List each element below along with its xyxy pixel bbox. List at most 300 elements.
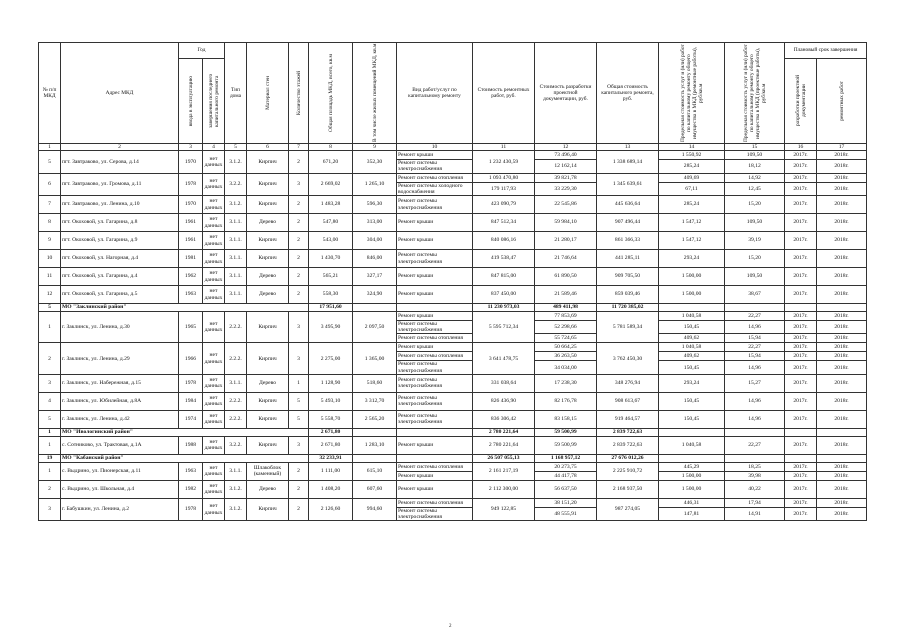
plan-repair-year: 2018г. <box>817 286 867 304</box>
wall-material: Кирпич <box>247 151 289 173</box>
work-type: Ремонт крыши <box>397 312 473 321</box>
house-address: г. Заклинск, ул. Ленина, д.42 <box>61 410 179 428</box>
plan-repair-year: 2018г. <box>817 471 867 480</box>
total-area: 2 669,02 <box>309 173 353 195</box>
total-cost: 445 636,64 <box>597 196 659 214</box>
total-area: 2 126,60 <box>309 498 353 520</box>
limit-repair-cost: 1 550,92 <box>659 151 725 160</box>
plan-repair-year: 2018г. <box>817 498 867 507</box>
year-commission: 1965 <box>179 312 203 343</box>
page-number: 2 <box>449 624 452 629</box>
limit-design-cost: 15,27 <box>725 374 785 392</box>
floor-count: 2 <box>289 268 309 286</box>
header-floors: Количество этажей <box>289 43 309 144</box>
total-area: 565,21 <box>309 268 353 286</box>
column-number: 7 <box>289 144 309 151</box>
repair-cost: 179 117,93 <box>473 182 535 195</box>
district-total-cost: 11 720 385,02 <box>597 304 659 312</box>
wall-material: Кирпич <box>247 343 289 374</box>
limit-design-cost: 109,50 <box>725 214 785 232</box>
design-cost: 59 984,10 <box>535 214 597 232</box>
year-commission: 1988 <box>179 436 203 454</box>
year-last-repair: нет данных <box>203 268 225 286</box>
limit-design-cost: 39,19 <box>725 232 785 250</box>
column-number: 5 <box>225 144 247 151</box>
year-last-repair: нет данных <box>203 312 225 343</box>
design-cost: 55 724,65 <box>535 334 597 343</box>
limit-design-cost: 12,45 <box>725 182 785 195</box>
floor-count: 2 <box>289 196 309 214</box>
wall-material: Кирпич <box>247 392 289 410</box>
floor-count: 2 <box>289 151 309 173</box>
wall-material: Кирпич <box>247 312 289 343</box>
header-limit-total: Предельная стоимость услуг и (или) работ по капитальному ремонту общего имущества в МКД (ремонтные работы), руб/кв.м <box>659 43 725 144</box>
header-year-commission: ввода в эксплуатацию <box>179 58 203 143</box>
house-type: 3.1.1. <box>225 462 247 480</box>
limit-design-cost: 40,22 <box>725 480 785 498</box>
limit-repair-cost: 1 040,58 <box>659 343 725 352</box>
floor-count: 3 <box>289 173 309 195</box>
work-row <box>39 286 867 304</box>
total-area: 1 111,00 <box>309 462 353 480</box>
empty-cell <box>785 454 817 462</box>
limit-repair-cost: 1 040,58 <box>659 436 725 454</box>
district-repair-cost: 26 507 055,13 <box>473 454 535 462</box>
empty-cell <box>353 428 397 436</box>
limit-design-cost: 14,92 <box>725 173 785 182</box>
limit-repair-cost: 1 500,00 <box>659 268 725 286</box>
repair-cost: 847 815,00 <box>473 268 535 286</box>
limit-repair-cost: 285,24 <box>659 196 725 214</box>
residential-area: 3 312,70 <box>353 392 397 410</box>
repair-cost: 2 112 300,00 <box>473 480 535 498</box>
residential-area: 1 265,10 <box>353 173 397 195</box>
limit-repair-cost: 150,45 <box>659 361 725 374</box>
plan-design-year: 2017г. <box>785 334 817 343</box>
limit-design-cost: 14,96 <box>725 410 785 428</box>
work-type: Ремонт крыши <box>397 480 473 498</box>
repair-cost: 949 122,85 <box>473 498 535 520</box>
work-type: Ремонт крыши <box>397 151 473 160</box>
empty-cell <box>725 454 785 462</box>
plan-design-year: 2017г. <box>785 196 817 214</box>
plan-repair-year: 2018г. <box>817 374 867 392</box>
house-type: 3.2.2. <box>225 173 247 195</box>
district-total-area: 17 951,60 <box>309 304 353 312</box>
limit-design-cost: 15,94 <box>725 352 785 361</box>
work-row <box>39 343 867 352</box>
wall-material: Дерево <box>247 480 289 498</box>
house-address: пгт. Окоховой, ул. Гагарина, д.8 <box>61 214 179 232</box>
wall-material: Дерево <box>247 374 289 392</box>
plan-design-year: 2017г. <box>785 312 817 321</box>
house-address: г. Заклинск, ул. Ленина, д.30 <box>61 312 179 343</box>
empty-cell <box>817 428 867 436</box>
house-number: 6 <box>39 173 61 195</box>
design-cost: 52 298,66 <box>535 321 597 334</box>
column-number: 9 <box>353 144 397 151</box>
work-row <box>39 480 867 498</box>
limit-design-cost: 109,50 <box>725 268 785 286</box>
district-house-count: 19 <box>39 454 61 462</box>
plan-repair-year: 2018г. <box>817 151 867 160</box>
limit-repair-cost: 293,24 <box>659 250 725 268</box>
limit-design-cost: 15,20 <box>725 196 785 214</box>
limit-repair-cost: 445,29 <box>659 462 725 471</box>
house-address: пгт. Окоховой, ул. Гагарина, д.4 <box>61 268 179 286</box>
plan-design-year: 2017г. <box>785 173 817 182</box>
design-cost: 77 853,69 <box>535 312 597 321</box>
design-cost: 44 417,78 <box>535 471 597 480</box>
residential-area: 324,90 <box>353 286 397 304</box>
header-repair-cost: Стоимость ремонтных работ, руб. <box>473 43 535 144</box>
wall-material: Кирпич <box>247 498 289 520</box>
year-last-repair: нет данных <box>203 410 225 428</box>
plan-repair-year: 2018г. <box>817 507 867 520</box>
column-number: 3 <box>179 144 203 151</box>
work-row <box>39 462 867 471</box>
residential-area: 1 283,10 <box>353 436 397 454</box>
limit-repair-cost: 1 547,12 <box>659 232 725 250</box>
work-row <box>39 436 867 454</box>
limit-repair-cost: 1 040,58 <box>659 312 725 321</box>
plan-design-year: 2017г. <box>785 374 817 392</box>
wall-material: Кирпич <box>247 173 289 195</box>
floor-count: 3 <box>289 436 309 454</box>
design-cost: 36 263,50 <box>535 352 597 361</box>
plan-repair-year: 2018г. <box>817 436 867 454</box>
header-year-lastrepair: завершения последнего капитального ремонта <box>203 58 225 143</box>
wall-material: Кирпич <box>247 232 289 250</box>
house-number: 2 <box>39 480 61 498</box>
floor-count: 2 <box>289 214 309 232</box>
work-type: Ремонт крыши <box>397 214 473 232</box>
work-type: Ремонт крыши <box>397 232 473 250</box>
year-commission: 1984 <box>179 392 203 410</box>
total-cost: 348 276,94 <box>597 374 659 392</box>
repair-cost: 331 038,64 <box>473 374 535 392</box>
column-number: 8 <box>309 144 353 151</box>
wall-material: Кирпич <box>247 196 289 214</box>
table-body <box>39 151 867 521</box>
design-cost: 34 034,00 <box>535 361 597 374</box>
plan-design-year: 2017г. <box>785 480 817 498</box>
work-type: Ремонт крыши <box>397 268 473 286</box>
header-plan: Плановый срок завершения <box>785 43 867 59</box>
residential-area: 327,17 <box>353 268 397 286</box>
plan-repair-year: 2018г. <box>817 214 867 232</box>
year-last-repair: нет данных <box>203 436 225 454</box>
table-header <box>39 43 867 151</box>
house-number: 3 <box>39 374 61 392</box>
house-number: 1 <box>39 312 61 343</box>
total-cost: 441 285,11 <box>597 250 659 268</box>
plan-repair-year: 2018г. <box>817 160 867 173</box>
house-type: 3.1.1. <box>225 374 247 392</box>
plan-design-year: 2017г. <box>785 507 817 520</box>
wall-material: Кирпич <box>247 410 289 428</box>
design-cost: 83 158,15 <box>535 410 597 428</box>
total-area: 1 128,90 <box>309 374 353 392</box>
district-design-cost: 59 500,99 <box>535 428 597 436</box>
residential-area: 994,60 <box>353 498 397 520</box>
year-last-repair: нет данных <box>203 343 225 374</box>
work-row <box>39 410 867 428</box>
empty-cell <box>725 428 785 436</box>
year-last-repair: нет данных <box>203 498 225 520</box>
limit-design-cost: 14,96 <box>725 392 785 410</box>
total-cost: 859 039,46 <box>597 286 659 304</box>
house-type: 2.2.2. <box>225 343 247 374</box>
house-type: 3.1.1. <box>225 268 247 286</box>
work-type: Ремонт крыши <box>397 471 473 480</box>
limit-repair-cost: 1 500,00 <box>659 286 725 304</box>
house-address: пгт. Окоховой, ул. Нагорная, д.4 <box>61 250 179 268</box>
house-number: 1 <box>39 462 61 480</box>
year-commission: 1961 <box>179 232 203 250</box>
residential-area: 1 365,00 <box>353 343 397 374</box>
year-last-repair: нет данных <box>203 286 225 304</box>
total-cost: 919 464,57 <box>597 410 659 428</box>
floor-count: 5 <box>289 392 309 410</box>
design-cost: 21 280,17 <box>535 232 597 250</box>
house-address: г. Заклинск, ул. Ленина, д.29 <box>61 343 179 374</box>
district-design-cost: 489 411,98 <box>535 304 597 312</box>
work-type: Ремонт крыши <box>397 286 473 304</box>
floor-count: 2 <box>289 232 309 250</box>
district-repair-cost: 2 780 221,64 <box>473 428 535 436</box>
design-cost: 21 589,46 <box>535 286 597 304</box>
year-last-repair: нет данных <box>203 196 225 214</box>
year-commission: 1962 <box>179 268 203 286</box>
total-cost: 2 168 937,50 <box>597 480 659 498</box>
total-cost: 5 781 589,34 <box>597 312 659 343</box>
design-cost: 12 162,14 <box>535 160 597 173</box>
year-commission: 1978 <box>179 173 203 195</box>
work-row <box>39 498 867 507</box>
header-year: Год <box>179 43 225 59</box>
work-type: Ремонт крыши <box>397 436 473 454</box>
total-cost: 3 762 450,30 <box>597 343 659 374</box>
design-cost: 22 545,86 <box>535 196 597 214</box>
wall-material: Дерево <box>247 286 289 304</box>
year-last-repair: нет данных <box>203 214 225 232</box>
column-number: 16 <box>785 144 817 151</box>
house-address: пгт. Окоховой, ул. Гагарина, д.9 <box>61 232 179 250</box>
empty-cell <box>397 304 473 312</box>
year-commission: 1961 <box>179 214 203 232</box>
limit-design-cost: 18,12 <box>725 160 785 173</box>
wall-material: Кирпич <box>247 250 289 268</box>
district-name: МО "Кабанский район" <box>61 454 309 462</box>
column-number: 10 <box>397 144 473 151</box>
residential-area: 2 097,50 <box>353 312 397 343</box>
work-type: Ремонт системы электроснабжения <box>397 392 473 410</box>
limit-repair-cost: 1 500,00 <box>659 471 725 480</box>
header-limit-design: Предельная стоимость услуг и (или) работ по капитальному ремонту общего имущества в МКД (проектные работы), руб/кв.м <box>725 43 785 144</box>
floor-count: 2 <box>289 498 309 520</box>
design-cost: 82 176,78 <box>535 392 597 410</box>
limit-repair-cost: 446,31 <box>659 498 725 507</box>
repair-cost: 836 306,42 <box>473 410 535 428</box>
design-cost: 38 151,20 <box>535 498 597 507</box>
residential-area: 607,60 <box>353 480 397 498</box>
house-type: 3.2.2. <box>225 436 247 454</box>
total-cost: 1 345 639,61 <box>597 173 659 195</box>
work-type: Ремонт системы отопления <box>397 498 473 507</box>
house-number: 1 <box>39 436 61 454</box>
work-row <box>39 214 867 232</box>
year-last-repair: нет данных <box>203 232 225 250</box>
limit-design-cost: 17,94 <box>725 498 785 507</box>
house-type: 3.1.1. <box>225 286 247 304</box>
work-row <box>39 196 867 214</box>
total-area: 5 558,70 <box>309 410 353 428</box>
limit-repair-cost: 67,11 <box>659 182 725 195</box>
empty-cell <box>785 304 817 312</box>
district-design-cost: 1 168 957,12 <box>535 454 597 462</box>
total-area: 3 495,90 <box>309 312 353 343</box>
limit-design-cost: 14,91 <box>725 507 785 520</box>
limit-repair-cost: 1 500,00 <box>659 480 725 498</box>
house-number: 7 <box>39 196 61 214</box>
work-row <box>39 374 867 392</box>
total-area: 2 275,00 <box>309 343 353 374</box>
house-number: 10 <box>39 250 61 268</box>
empty-cell <box>817 304 867 312</box>
column-number: 15 <box>725 144 785 151</box>
year-commission: 1970 <box>179 196 203 214</box>
repair-cost: 3 641 478,75 <box>473 343 535 374</box>
floor-count: 2 <box>289 250 309 268</box>
plan-design-year: 2017г. <box>785 250 817 268</box>
limit-repair-cost: 409,62 <box>659 352 725 361</box>
empty-cell <box>353 454 397 462</box>
total-cost: 861 366,33 <box>597 232 659 250</box>
house-type: 3.1.1. <box>225 214 247 232</box>
column-number: 2 <box>61 144 179 151</box>
limit-design-cost: 15,94 <box>725 334 785 343</box>
limit-design-cost: 22,27 <box>725 436 785 454</box>
year-last-repair: нет данных <box>203 374 225 392</box>
total-cost: 2 225 910,72 <box>597 462 659 480</box>
design-cost: 61 890,50 <box>535 268 597 286</box>
work-row <box>39 268 867 286</box>
plan-repair-year: 2018г. <box>817 268 867 286</box>
house-number: 11 <box>39 268 61 286</box>
house-type: 3.1.2. <box>225 151 247 173</box>
residential-area: 352,30 <box>353 151 397 173</box>
plan-repair-year: 2018г. <box>817 196 867 214</box>
year-last-repair: нет данных <box>203 392 225 410</box>
plan-design-year: 2017г. <box>785 214 817 232</box>
residential-area: 596,30 <box>353 196 397 214</box>
work-type: Ремонт системы электроснабжения <box>397 250 473 268</box>
header-design-cost: Стоимость разработки проектной документации, руб. <box>535 43 597 144</box>
header-total-cost: Общая стоимость капитального ремонта, руб. <box>597 43 659 144</box>
total-cost: 907 496,44 <box>597 214 659 232</box>
design-cost: 73 496,40 <box>535 151 597 160</box>
wall-material: Дерево <box>247 214 289 232</box>
repair-cost: 1 093 470,80 <box>473 173 535 182</box>
work-type: Ремонт системы электроснабжения <box>397 196 473 214</box>
year-last-repair: нет данных <box>203 462 225 480</box>
limit-repair-cost: 409,62 <box>659 334 725 343</box>
repair-cost: 840 086,16 <box>473 232 535 250</box>
work-row <box>39 232 867 250</box>
house-type: 2.2.2. <box>225 312 247 343</box>
year-commission: 1963 <box>179 462 203 480</box>
house-number: 9 <box>39 232 61 250</box>
district-name: МО "Заклинский район" <box>61 304 309 312</box>
plan-repair-year: 2018г. <box>817 321 867 334</box>
plan-repair-year: 2018г. <box>817 232 867 250</box>
floor-count: 3 <box>289 343 309 374</box>
house-address: пгт. Завтраково, ул. Ленина, д.10 <box>61 196 179 214</box>
plan-repair-year: 2018г. <box>817 182 867 195</box>
house-address: пгт. Окоховой, ул. Гагарина, д.5 <box>61 286 179 304</box>
residential-area: 313,00 <box>353 214 397 232</box>
year-commission: 1981 <box>179 250 203 268</box>
total-area: 671,20 <box>309 151 353 173</box>
work-type: Ремонт системы электроснабжения <box>397 160 473 173</box>
floor-count: 5 <box>289 410 309 428</box>
repair-cost: 847 512,34 <box>473 214 535 232</box>
header-total-area: Общая площадь МКД, всего, кв.м <box>309 43 353 144</box>
limit-design-cost: 14,96 <box>725 361 785 374</box>
house-type: 2.2.2. <box>225 392 247 410</box>
limit-repair-cost: 147,81 <box>659 507 725 520</box>
residential-area: 846,00 <box>353 250 397 268</box>
repair-program-table <box>38 42 867 521</box>
floor-count: 2 <box>289 480 309 498</box>
year-last-repair: нет данных <box>203 151 225 173</box>
house-number: 8 <box>39 214 61 232</box>
house-type: 3.1.2. <box>225 196 247 214</box>
house-address: г. Заклинск, ул. Набережная, д.15 <box>61 374 179 392</box>
house-address: пгт. Завтраково, ул. Серова, д.14 <box>61 151 179 173</box>
plan-design-year: 2017г. <box>785 498 817 507</box>
total-area: 2 671,80 <box>309 436 353 454</box>
plan-design-year: 2017г. <box>785 286 817 304</box>
floor-count: 1 <box>289 374 309 392</box>
plan-design-year: 2017г. <box>785 361 817 374</box>
design-cost: 17 238,30 <box>535 374 597 392</box>
plan-repair-year: 2018г. <box>817 352 867 361</box>
house-address: г. Заклинск, ул. Юбилейная, д.8А <box>61 392 179 410</box>
design-cost: 50 664,25 <box>535 343 597 352</box>
house-type: 3.1.2. <box>225 498 247 520</box>
plan-repair-year: 2018г. <box>817 361 867 374</box>
plan-repair-year: 2018г. <box>817 343 867 352</box>
total-area: 547,80 <box>309 214 353 232</box>
design-cost: 33 229,30 <box>535 182 597 195</box>
house-address: с. Выдрино, ул. Пионерская, д.11 <box>61 462 179 480</box>
district-total-area: 32 233,91 <box>309 454 353 462</box>
plan-design-year: 2017г. <box>785 392 817 410</box>
design-cost: 59 500,99 <box>535 436 597 454</box>
district-house-count: 5 <box>39 304 61 312</box>
column-number: 17 <box>817 144 867 151</box>
house-address: с. Сотниково, ул. Трактовая, д.1А <box>61 436 179 454</box>
work-type: Ремонт системы отопления <box>397 352 473 361</box>
house-number: 12 <box>39 286 61 304</box>
empty-cell <box>397 454 473 462</box>
limit-design-cost: 38,67 <box>725 286 785 304</box>
total-area: 543,00 <box>309 232 353 250</box>
plan-design-year: 2017г. <box>785 410 817 428</box>
repair-cost: 837 450,00 <box>473 286 535 304</box>
